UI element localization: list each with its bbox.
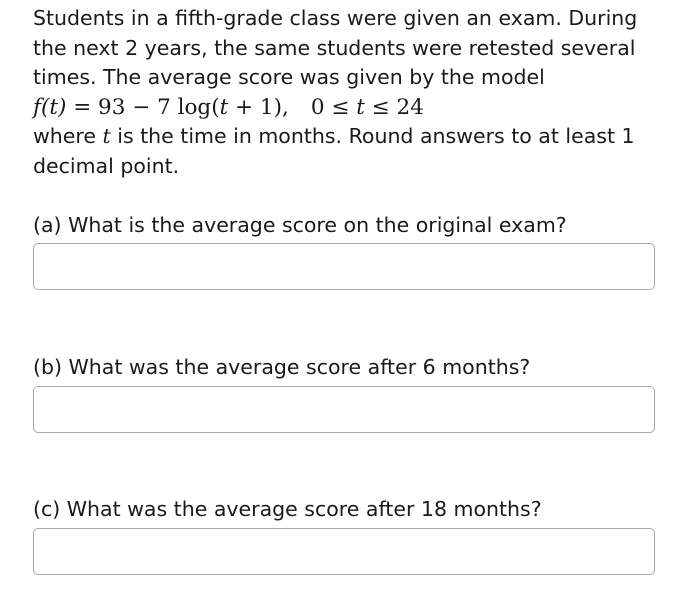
- answer-a-input[interactable]: [33, 243, 655, 290]
- answer-c-input[interactable]: [33, 528, 655, 575]
- intro-line-2: the next 2 years, the same students were retested several: [33, 35, 636, 60]
- question-b-label: (b) What was the average score after 6 months?: [33, 355, 531, 379]
- answer-b-input[interactable]: [33, 386, 655, 433]
- domain-variable: t: [356, 94, 365, 120]
- intro-line-5-pre: where: [33, 124, 103, 148]
- domain-right: ≤ 24: [364, 94, 424, 120]
- formula-rhs: + 1),: [228, 94, 289, 120]
- intro-line-5-post: is the time in months. Round answers to at least 1: [110, 124, 635, 148]
- question-a-label: (a) What is the average score on the original exam?: [33, 213, 567, 237]
- problem-statement: [33, 4, 673, 181]
- model-formula: [33, 93, 673, 123]
- intro-line-5-var: t: [102, 124, 111, 148]
- formula-body: = 93 − 7 log(: [66, 94, 220, 120]
- formula-variable: t: [219, 94, 229, 120]
- intro-line-6: decimal point.: [33, 153, 180, 178]
- intro-line-5: [33, 122, 673, 152]
- intro-line-1: Students in a fifth-grade class were given an exam. During: [33, 6, 638, 30]
- domain-left: 0 ≤: [310, 94, 357, 120]
- question-c-label: (c) What was the average score after 18 months?: [33, 497, 542, 521]
- formula-lhs: f(t): [33, 94, 67, 120]
- intro-line-3: times. The average score was given by the model: [33, 65, 545, 89]
